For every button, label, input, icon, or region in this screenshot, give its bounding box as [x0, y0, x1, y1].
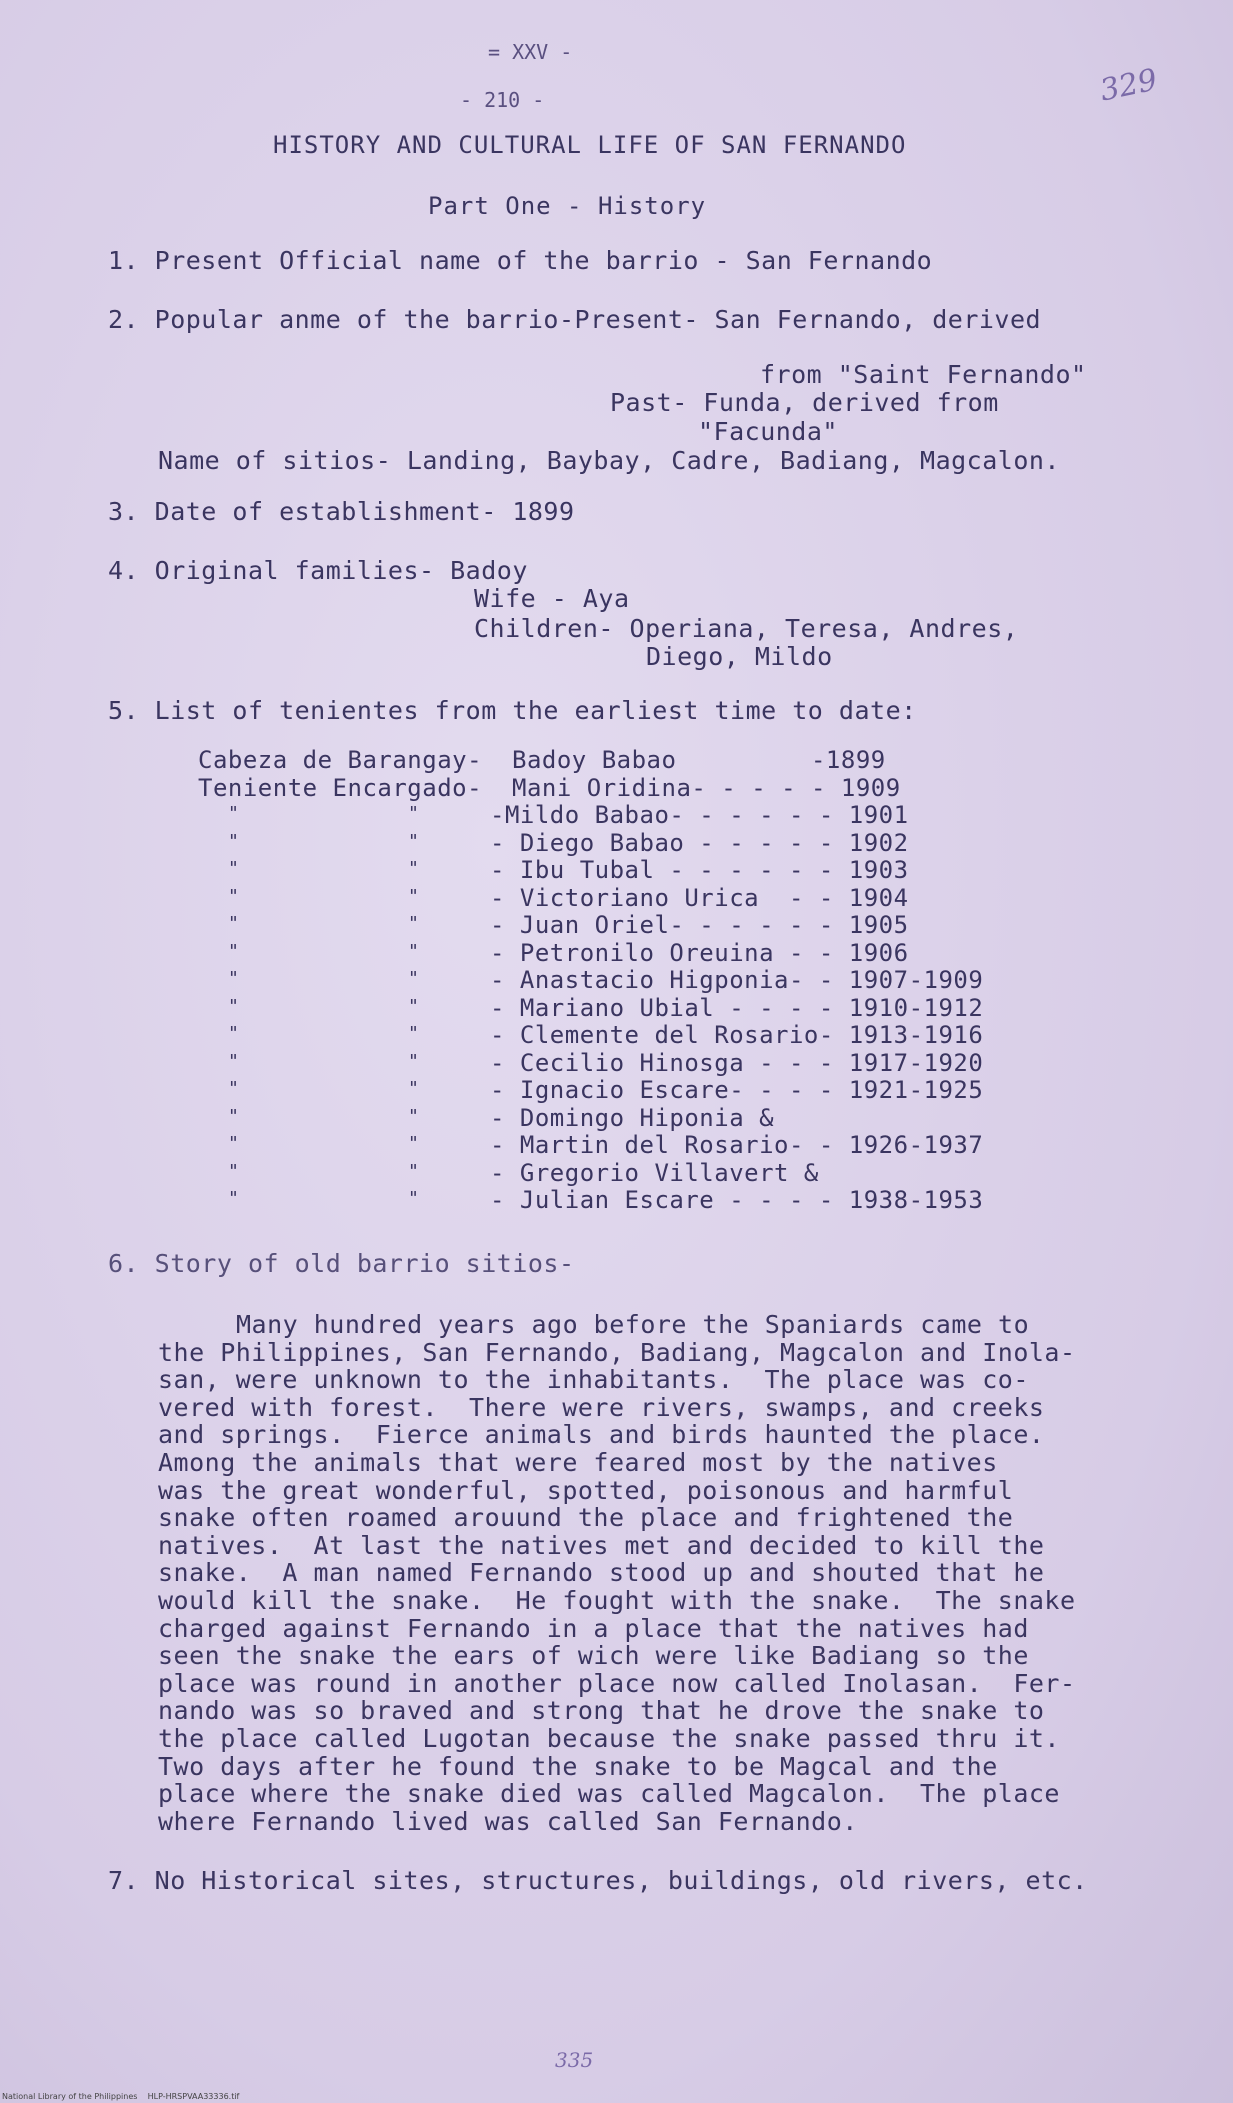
ditto-mark: " — [228, 968, 239, 989]
ditto-mark: " — [228, 1023, 239, 1044]
item-2-line-1: 2. Popular anme of the barrio-Present- San Fernando, derived — [108, 305, 1042, 334]
ditto-mark: " — [408, 1078, 419, 1099]
item-2-line-3: Past- Funda, derived from — [610, 388, 999, 417]
story-line: place was round in another place now called Inolasan. Fer- — [158, 1669, 1076, 1698]
ditto-mark: " — [408, 913, 419, 934]
ditto-mark: " — [408, 1161, 419, 1182]
item-5: 5. List of tenientes from the earliest time to date: — [108, 696, 917, 725]
teniente-name-year: - Ignacio Escare- - - - 1921-1925 — [490, 1076, 984, 1104]
teniente-name-year: - Clemente del Rosario- 1913-1916 — [490, 1021, 984, 1049]
teniente-name-year: Mani Oridina- - - - - 1909 — [512, 774, 901, 802]
teniente-name-year: - Martin del Rosario- - 1926-1937 — [490, 1131, 984, 1159]
ditto-mark: " — [408, 886, 419, 907]
ditto-mark: " — [408, 831, 419, 852]
story-line: snake. A man named Fernando stood up and shouted that he — [158, 1558, 1045, 1587]
teniente-name-year: - Domingo Hiponia & — [490, 1104, 775, 1132]
ditto-mark: " — [408, 1133, 419, 1154]
story-line: the place called Lugotan because the snake passed thru it. — [158, 1724, 1060, 1753]
handwritten-bottom-number: 335 — [555, 2048, 594, 2072]
item-7: 7. No Historical sites, structures, buildings, old rivers, etc. — [108, 1866, 1088, 1895]
ditto-mark: " — [408, 1188, 419, 1209]
teniente-name-year: - Petronilo Oreuina - - 1906 — [490, 939, 909, 967]
part-heading: Part One - History — [428, 192, 707, 220]
ditto-mark: " — [408, 1106, 419, 1127]
item-4-line-2: Wife - Aya — [474, 584, 630, 613]
ditto-mark: " — [408, 996, 419, 1017]
teniente-name-year: - Cecilio Hinosga - - - 1917-1920 — [490, 1049, 984, 1077]
story-line: Among the animals that were feared most by the natives — [158, 1448, 998, 1477]
ditto-mark: " — [228, 1133, 239, 1154]
handwritten-page-number: 329 — [1096, 62, 1161, 109]
item-2-line-4: "Facunda" — [698, 417, 838, 446]
ditto-mark: " — [228, 886, 239, 907]
teniente-name-year: - Mariano Ubial - - - - 1910-1912 — [490, 994, 984, 1022]
story-line: charged against Fernando in a place that the natives had — [158, 1614, 1029, 1643]
story-line: seen the snake the ears of wich were like Badiang so the — [158, 1641, 1029, 1670]
ditto-mark: " — [408, 968, 419, 989]
story-line: where Fernando lived was called San Fernando. — [158, 1807, 858, 1836]
story-line: and springs. Fierce animals and birds haunted the place. — [158, 1420, 1045, 1449]
ditto-mark: " — [228, 1078, 239, 1099]
ditto-mark: " — [228, 858, 239, 879]
teniente-name-year: - Julian Escare - - - - 1938-1953 — [490, 1186, 984, 1214]
teniente-name-year: - Diego Babao - - - - - 1902 — [490, 829, 909, 857]
teniente-name-year: - Juan Oriel- - - - - - 1905 — [490, 911, 909, 939]
top-mark: = XXV - — [488, 40, 573, 64]
ditto-mark: " — [228, 996, 239, 1017]
item-3: 3. Date of establishment- 1899 — [108, 497, 575, 526]
story-line: would kill the snake. He fought with the snake. The snake — [158, 1586, 1076, 1615]
ditto-mark: " — [408, 1023, 419, 1044]
page-number: - 210 - — [460, 88, 545, 112]
story-line: place where the snake died was called Magcalon. The place — [158, 1779, 1060, 1808]
ditto-mark: " — [228, 831, 239, 852]
library-footnote: National Library of the Philippines HLP-HRSPVAA33336.tif — [2, 2092, 240, 2101]
teniente-name-year: - Anastacio Higponia- - 1907-1909 — [490, 966, 984, 994]
story-line: Many hundred years ago before the Spaniards came to — [236, 1310, 1030, 1339]
ditto-mark: " — [408, 1051, 419, 1072]
ditto-mark: " — [408, 941, 419, 962]
ditto-mark: " — [228, 1051, 239, 1072]
teniente-title: Teniente Encargado- — [198, 774, 483, 802]
document-title: HISTORY AND CULTURAL LIFE OF SAN FERNANDO — [273, 131, 907, 159]
ditto-mark: " — [228, 803, 239, 824]
item-2-sitios: Name of sitios- Landing, Baybay, Cadre, Badiang, Magcalon. — [158, 446, 1060, 475]
item-4-line-4: Diego, Mildo — [646, 642, 833, 671]
ditto-mark: " — [228, 1161, 239, 1182]
teniente-name-year: - Ibu Tubal - - - - - - 1903 — [490, 856, 909, 884]
ditto-mark: " — [408, 803, 419, 824]
story-line: san, were unknown to the inhabitants. The place was co- — [158, 1365, 1029, 1394]
story-line: Two days after he found the snake to be Magcal and the — [158, 1752, 998, 1781]
teniente-title: Cabeza de Barangay- — [198, 746, 483, 774]
teniente-name-year: Badoy Babao -1899 — [512, 746, 886, 774]
ditto-mark: " — [228, 941, 239, 962]
story-line: natives. At last the natives met and decided to kill the — [158, 1531, 1045, 1560]
item-4-line-3: Children- Operiana, Teresa, Andres, — [474, 614, 1019, 643]
item-2-line-2: from "Saint Fernando" — [760, 360, 1087, 389]
item-1: 1. Present Official name of the barrio - San Fernando — [108, 246, 933, 275]
story-line: was the great wonderful, spotted, poisonous and harmful — [158, 1476, 1014, 1505]
item-6: 6. Story of old barrio sitios- — [108, 1249, 575, 1278]
ditto-mark: " — [408, 858, 419, 879]
story-line: the Philippines, San Fernando, Badiang, Magcalon and Inola- — [158, 1338, 1076, 1367]
ditto-mark: " — [228, 913, 239, 934]
ditto-mark: " — [228, 1188, 239, 1209]
item-4-line-1: 4. Original families- Badoy — [108, 556, 528, 585]
story-line: snake often roamed arouund the place and frightened the — [158, 1503, 1014, 1532]
story-line: vered with forest. There were rivers, swamps, and creeks — [158, 1393, 1045, 1422]
teniente-name-year: -Mildo Babao- - - - - - 1901 — [490, 801, 909, 829]
story-line: nando was so braved and strong that he drove the snake to — [158, 1696, 1045, 1725]
teniente-name-year: - Gregorio Villavert & — [490, 1159, 819, 1187]
teniente-name-year: - Victoriano Urica - - 1904 — [490, 884, 909, 912]
ditto-mark: " — [228, 1106, 239, 1127]
